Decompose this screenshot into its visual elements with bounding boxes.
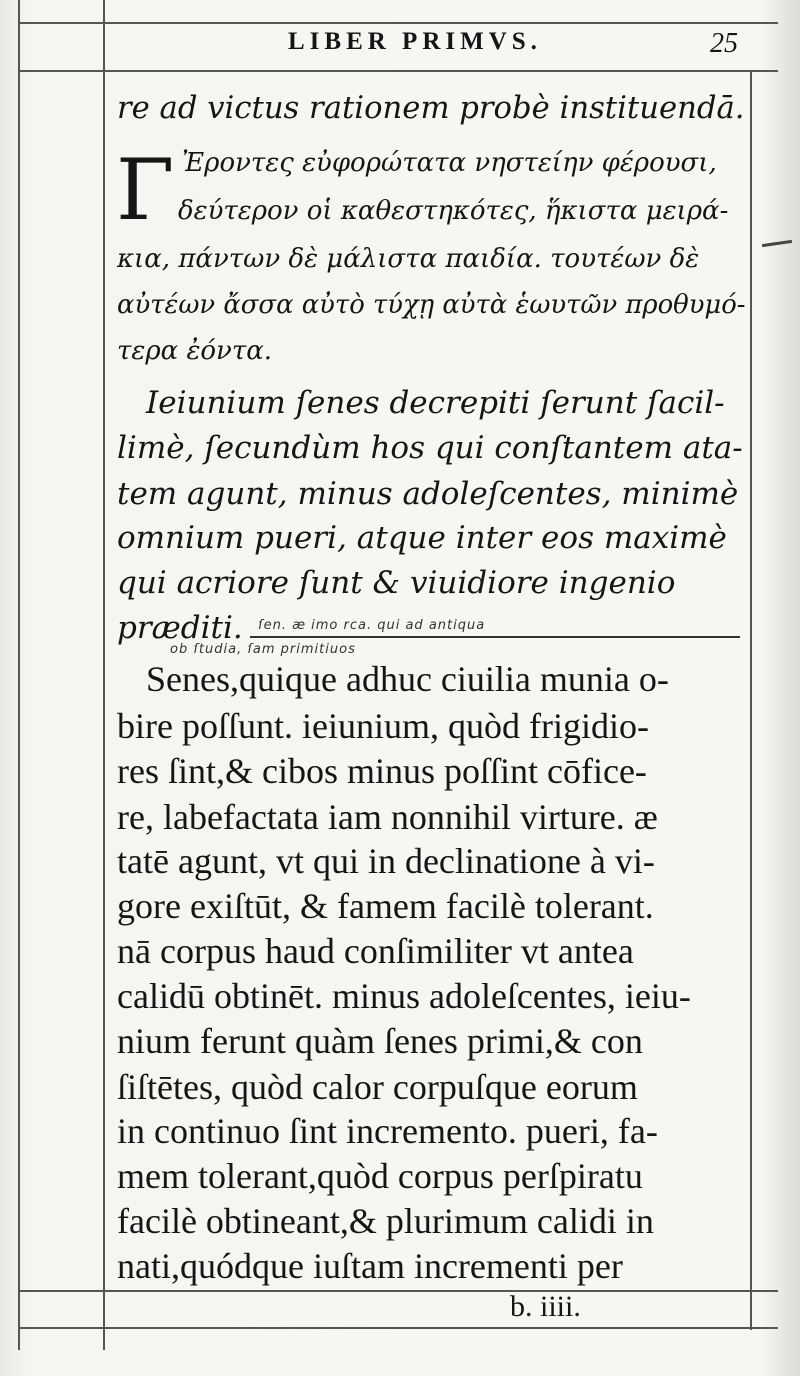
greek-line-3: κια, πάντων δὲ μάλιστα παιδία. τουτέων δὲ [117,244,700,274]
head-rule [18,70,778,72]
latin-italic-line-2: limè, ſecundùm hos qui conſtantem ata- [117,430,743,466]
roman-line-14: nati,quódque iuſtam incrementi per [117,1246,623,1286]
greek-line-2: δεύτερον οἱ καθεστηκότες, ἥκιστα μειρά- [178,196,729,226]
latin-italic-line-6: præditi. [117,610,243,646]
roman-line-4: re, labefactata iam nonnihil virture. æ [117,797,658,837]
roman-line-8: calidū obtinēt. minus adoleſcentes, ieiu- [117,976,691,1016]
page-number: 25 [710,28,738,59]
drop-capital: Γ [116,141,175,239]
roman-line-13: facilè obtineant,& plurimum calidi in [117,1201,654,1241]
greek-line-4: αὐτέων ἄσσα αὐτὸ τύχῃ αὐτὰ ἑωυτῶν προθυμό- [117,290,746,320]
roman-line-6: gore exiſtūt, & famem facilè tolerant. [117,886,654,926]
roman-line-10: ſiſtētes, quòd calor corpuſque eorum [117,1067,638,1107]
inner-left-rule [103,0,105,1350]
roman-line-12: mem tolerant,quòd corpus perſpiratu [117,1156,643,1196]
handwritten-annotation-1: ſen. æ imo rca. qui ad antiqua [258,618,486,633]
latin-italic-line-5: qui acriore ſunt & viuidiore ingenio [117,565,676,601]
margin-pen-mark [762,240,792,247]
roman-line-7: nā corpus haud conſimiliter vt antea [117,931,634,971]
top-rule [18,22,778,24]
annotation-underline [250,636,740,638]
roman-line-3: res ſint,& cibos minus poſſint cōfice- [117,751,647,791]
roman-line-2: bire poſſunt. ieiunium, quòd frigidio- [117,706,649,746]
bottom-rule [18,1290,778,1292]
roman-line-5: tatē agunt, vt qui in declinatione à vi- [117,841,655,881]
right-rule [750,70,752,1330]
roman-line-1: Senes,quique adhuc ciuilia munia o- [146,659,669,699]
signature-mark: b. iiii. [510,1290,581,1323]
left-rule [18,0,20,1350]
greek-line-5: τερα ἐόντα. [117,336,273,366]
text-line-1: re ad victus rationem probè instituendā. [117,90,745,126]
roman-line-11: in continuo ſint incremento. pueri, fa- [117,1111,658,1151]
running-head: LIBER PRIMVS. [288,28,542,55]
latin-italic-line-3: tem agunt, minus adoleſcentes, minimè [117,476,739,512]
bottom-rule-2 [18,1327,778,1329]
handwritten-annotation-2: ob ſtudia, ſam primitiuos [170,642,356,657]
roman-line-9: nium ferunt quàm ſenes primi,& con [117,1021,643,1061]
greek-line-1: Ἐροντες εὐφορώτατα νηστείην φέρουσι, [182,148,717,178]
latin-italic-line-1: Ieiunium ſenes decrepiti ſerunt ſacil- [146,385,725,421]
latin-italic-line-4: omnium pueri, atque inter eos maximè [117,520,727,556]
